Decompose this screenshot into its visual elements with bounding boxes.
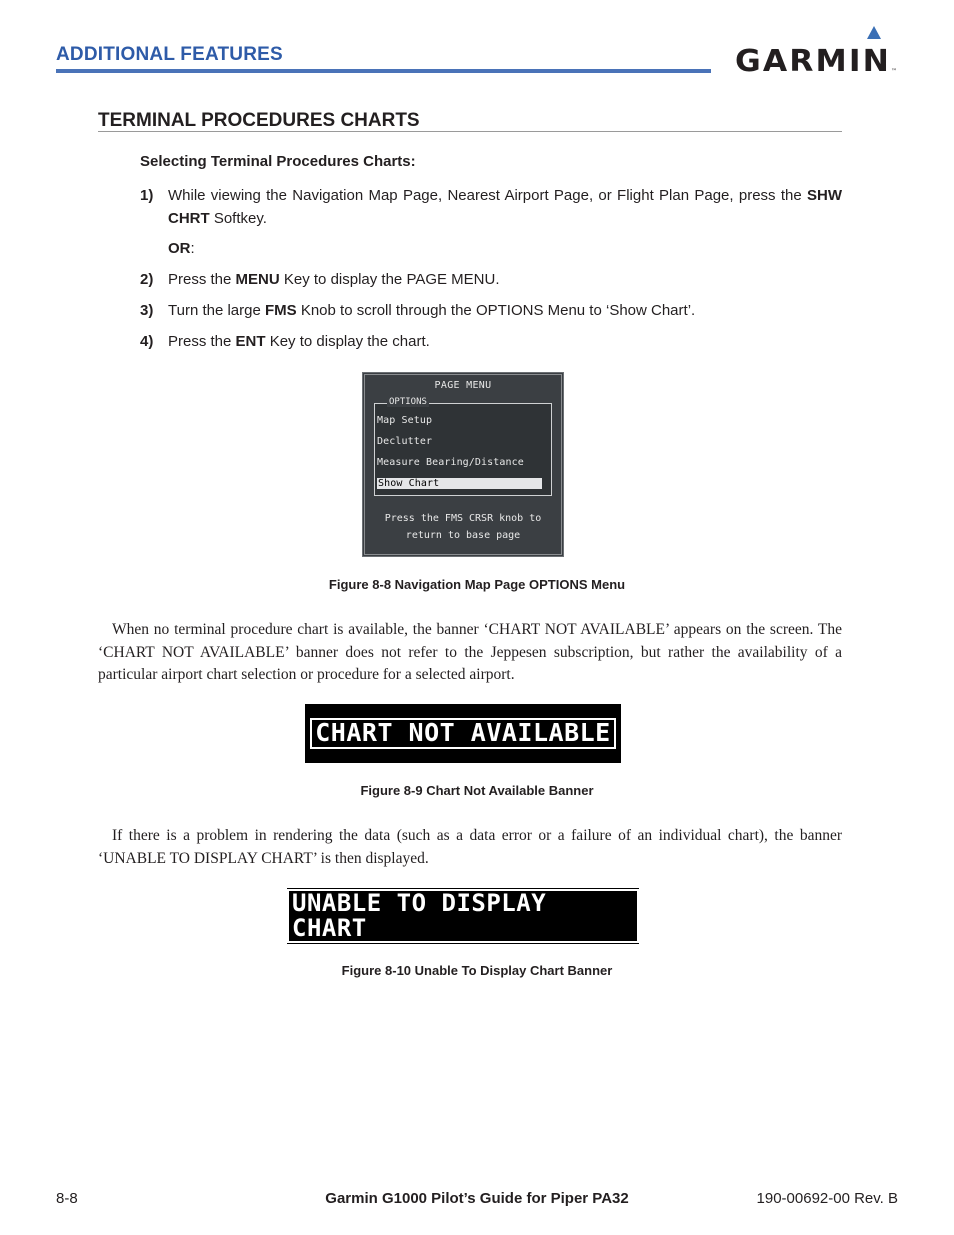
options-box-label: OPTIONS xyxy=(389,397,427,407)
step-text: Press the MENU Key to display the PAGE MENU. xyxy=(168,271,500,288)
or-separator: OR: xyxy=(168,240,195,257)
page-menu-figure xyxy=(362,372,564,557)
step-4 xyxy=(140,330,842,353)
step-text: Press the ENT Key to display the chart. xyxy=(168,333,430,350)
page-number: 8-8 xyxy=(56,1190,78,1207)
section-title: TERMINAL PROCEDURES CHARTS xyxy=(98,110,420,131)
figure-caption-8-9: Figure 8-9 Chart Not Available Banner xyxy=(360,783,594,798)
step-2 xyxy=(140,268,842,291)
unable-to-display-banner xyxy=(287,888,639,944)
body-paragraph-chart-not-available: When no terminal procedure chart is available, the banner ‘CHART NOT AVAILABLE’ appears on the screen. The ‘CHART NOT AVAILABLE’ banner does not refer to the Jeppesen subscription, but rather the availability of a particular airport chart selection or procedure for a selected airport. xyxy=(98,621,842,683)
garmin-logo xyxy=(733,26,899,76)
footer-title: Garmin G1000 Pilot’s Guide for Piper PA32 xyxy=(325,1190,629,1207)
section-rule xyxy=(98,131,842,132)
step-1 xyxy=(140,184,842,230)
step-text: While viewing the Navigation Map Page, Nearest Airport Page, or Flight Plan Page, press the SHW CHRT Softkey. xyxy=(168,187,842,227)
step-number: 4) xyxy=(140,333,154,350)
menu-item-show-chart[interactable]: Show Chart xyxy=(377,478,542,489)
menu-item-measure-bearing[interactable]: Measure Bearing/Distance xyxy=(377,457,524,468)
procedure-heading: Selecting Terminal Procedures Charts: xyxy=(140,153,416,170)
banner-text: CHART NOT AVAILABLE xyxy=(310,718,615,748)
menu-item-declutter[interactable]: Declutter xyxy=(377,436,433,447)
step-number: 1) xyxy=(140,187,154,204)
step-number: 2) xyxy=(140,271,154,288)
page-menu-footer: Press the FMS CRSR knob to return to base page xyxy=(384,513,542,541)
chart-not-available-banner xyxy=(305,704,621,763)
garmin-trademark: ™ xyxy=(891,68,897,75)
step-number: 3) xyxy=(140,302,154,319)
menu-item-map-setup[interactable]: Map Setup xyxy=(377,415,433,426)
body-paragraph-unable-to-display: If there is a problem in rendering the data (such as a data error or a failure of an individual chart), the banner ‘UNABLE TO DISPLAY CHART’ is then displayed. xyxy=(98,827,842,867)
garmin-logo-text: GARMIN xyxy=(735,44,891,76)
header-section-title: ADDITIONAL FEATURES xyxy=(56,44,283,65)
step-text: Turn the large FMS Knob to scroll through the OPTIONS Menu to ‘Show Chart’. xyxy=(168,302,696,319)
page-menu-title: PAGE MENU xyxy=(434,380,492,391)
figure-caption-8-10: Figure 8-10 Unable To Display Chart Banner xyxy=(341,963,613,978)
figure-caption-8-8: Figure 8-8 Navigation Map Page OPTIONS Menu xyxy=(328,577,626,592)
document-number: 190-00692-00 Rev. B xyxy=(756,1190,898,1207)
header-rule xyxy=(56,69,711,73)
banner-text: UNABLE TO DISPLAY CHART xyxy=(287,889,639,943)
garmin-triangle-icon xyxy=(867,26,881,39)
step-3 xyxy=(140,299,842,322)
